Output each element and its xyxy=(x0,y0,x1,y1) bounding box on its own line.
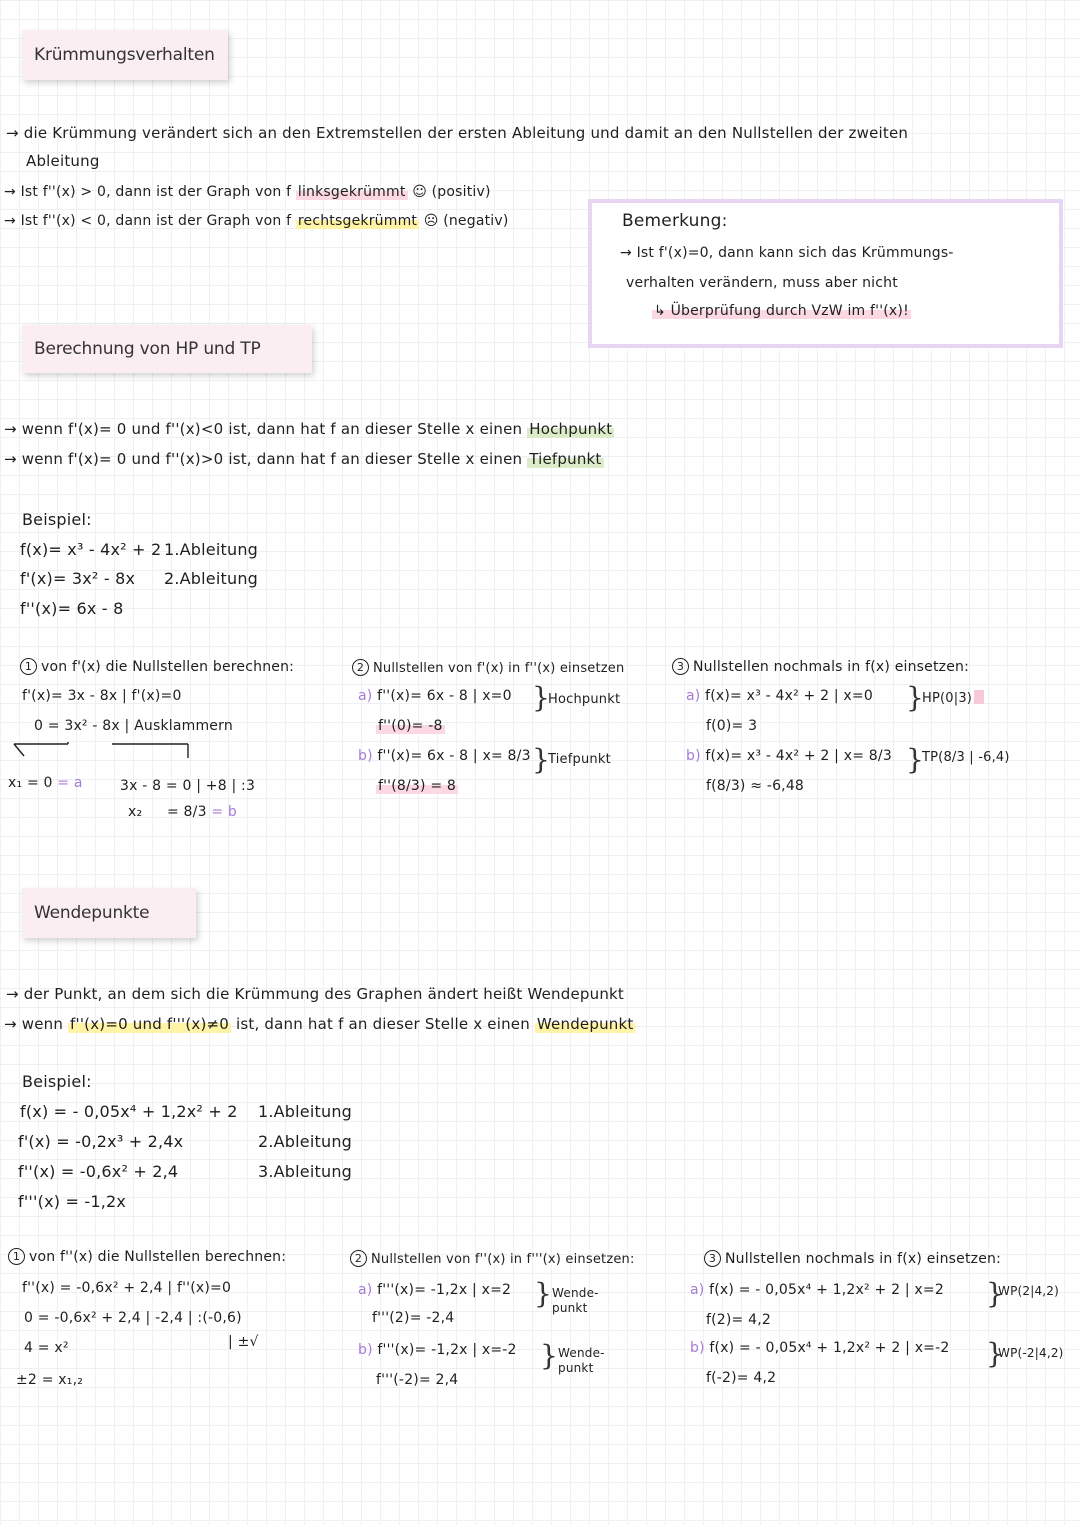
step-title-text: von f''(x) die Nullstellen berechnen: xyxy=(29,1249,287,1265)
case-label: b) xyxy=(358,1342,373,1358)
case-label: a) xyxy=(358,688,373,704)
example-line-1: f(x)= x³ - 4x² + 2 xyxy=(20,540,162,559)
step-3a-result: WP(2|4,2) xyxy=(998,1284,1060,1298)
step-3b-result: TP(8/3 | -6,4) xyxy=(922,750,1010,765)
rule-rechtsgekruemmt xyxy=(4,213,509,229)
step-2b-line-1 xyxy=(358,748,531,764)
brace-icon: } xyxy=(532,681,550,714)
brace-icon: } xyxy=(534,1277,552,1310)
step-2a-line-2 xyxy=(376,718,445,734)
step-1-line-4: ±2 = x₁,₂ xyxy=(16,1372,84,1388)
note-check-text: ↳ Überprüfung durch VzW im f''(x)! xyxy=(654,303,909,319)
step-1-line-2: 0 = 3x² - 8x | Ausklammern xyxy=(34,718,233,734)
step-1-line-2: 0 = -0,6x² + 2,4 | -2,4 | :(-0,6) xyxy=(24,1310,242,1326)
rule-text: → wenn f'(x)= 0 und f''(x)>0 ist, dann hat f an dieser Stelle x einen xyxy=(4,450,523,468)
example-title: Beispiel: xyxy=(22,510,92,529)
step-3a-line-2: f(2)= 4,2 xyxy=(706,1312,772,1328)
rule-tiefpunkt xyxy=(4,450,604,468)
x1-label: = a xyxy=(57,775,83,791)
step-number: 3 xyxy=(672,658,689,675)
rule-linksgekruemmt xyxy=(4,184,491,200)
step-2a-line-1 xyxy=(358,1282,511,1298)
kruemmung-line-1: → die Krümmung verändert sich an den Extremstellen der ersten Ableitung und damit an den Nullstellen der zweiten xyxy=(6,124,909,142)
brace-icon: } xyxy=(540,1339,558,1372)
step-title-text: Nullstellen nochmals in f(x) einsetzen: xyxy=(693,659,970,675)
example-note-3: 3.Ableitung xyxy=(258,1162,353,1181)
step-title-text: Nullstellen von f'(x) in f''(x) einsetzen xyxy=(373,661,625,676)
rule-text: → Ist f''(x) > 0, dann ist der Graph von f xyxy=(4,184,292,200)
note-line-2: verhalten verändern, muss aber nicht xyxy=(626,275,898,291)
step-3-title xyxy=(704,1250,1001,1267)
case-label: a) xyxy=(686,688,701,704)
step-2a-line-2: f'''(2)= -2,4 xyxy=(372,1310,455,1326)
rule-text: ist, dann hat f an dieser Stelle x einen xyxy=(236,1015,530,1033)
case-eq: f(x)= x³ - 4x² + 2 | x=0 xyxy=(705,688,873,704)
example-title: Beispiel: xyxy=(22,1072,92,1091)
step-title-text: Nullstellen von f''(x) in f'''(x) einsetzen: xyxy=(371,1252,635,1267)
example-line-4: f'''(x) = -1,2x xyxy=(18,1192,127,1211)
section-header-hp-tp xyxy=(22,325,312,373)
step-3a-line-2: f(0)= 3 xyxy=(706,718,758,734)
step-1-title xyxy=(8,1248,286,1265)
step-2b-line-2 xyxy=(376,778,458,794)
note-line-3 xyxy=(652,303,911,319)
example-note-1: 1.Ableitung xyxy=(258,1102,353,1121)
step-1-eq2: 3x - 8 = 0 | +8 | :3 xyxy=(120,778,256,794)
step-3a-line-1 xyxy=(690,1282,944,1298)
case-label: a) xyxy=(690,1282,705,1298)
case-label: b) xyxy=(358,748,373,764)
step-1-x2 xyxy=(128,804,237,820)
step-number: 1 xyxy=(20,658,37,675)
note-box-bemerkung xyxy=(588,199,1063,348)
step-1-line-3-op: | ±√ xyxy=(228,1334,259,1350)
step-1-line-1: f'(x)= 3x - 8x | f'(x)=0 xyxy=(22,688,182,704)
case-eq: f(x) = - 0,05x⁴ + 1,2x² + 2 | x=-2 xyxy=(709,1340,950,1356)
highlight-rechtsgekruemmt: rechtsgekrümmt xyxy=(297,213,418,229)
step-2a-result: Wende-punkt xyxy=(552,1286,599,1315)
step-3b-line-2: f(8/3) ≈ -6,48 xyxy=(706,778,805,794)
highlight-linksgekruemmt: linksgekrümmt xyxy=(297,184,406,200)
case-eq: f'''(x)= -1,2x | x=-2 xyxy=(377,1342,517,1358)
kruemmung-line-1b: Ableitung xyxy=(26,152,100,170)
example-line-3: f''(x)= 6x - 8 xyxy=(20,599,124,618)
case-result-value: f''(0)= -8 xyxy=(378,718,443,734)
case-label: b) xyxy=(686,748,701,764)
split-arrows xyxy=(8,738,208,762)
case-eq: f''(x)= 6x - 8 | x=0 xyxy=(377,688,512,704)
step-3a-result xyxy=(922,690,984,706)
x1-value: x₁ = 0 xyxy=(8,775,53,791)
step-3b-line-2: f(-2)= 4,2 xyxy=(706,1370,777,1386)
example-line-3: f''(x) = -0,6x² + 2,4 xyxy=(18,1162,179,1181)
step-3b-line-1 xyxy=(690,1340,949,1356)
step-3-title xyxy=(672,658,969,675)
step-title-text: Nullstellen nochmals in f(x) einsetzen: xyxy=(725,1251,1002,1267)
brace-icon: } xyxy=(906,743,924,776)
highlight-hochpunkt: Hochpunkt xyxy=(529,420,613,438)
rule-hochpunkt xyxy=(4,420,614,438)
rule-text: → wenn f'(x)= 0 und f''(x)<0 ist, dann hat f an dieser Stelle x einen xyxy=(4,420,523,438)
case-eq: f'''(x)= -1,2x | x=2 xyxy=(377,1282,512,1298)
x2-label: = b xyxy=(211,804,238,820)
case-result-value: f''(8/3) = 8 xyxy=(378,778,457,794)
step-2b-result: Tiefpunkt xyxy=(548,752,611,767)
header-title: Wendepunkte xyxy=(34,903,150,923)
rule-note: ☺ (positiv) xyxy=(412,184,491,200)
split-arrows-icon xyxy=(8,738,208,762)
brace-icon: } xyxy=(906,681,924,714)
step-2b-line-1 xyxy=(358,1342,517,1358)
case-eq: f(x)= x³ - 4x² + 2 | x= 8/3 xyxy=(705,748,892,764)
highlight-wendepunkt: Wendepunkt xyxy=(536,1015,634,1033)
case-eq: f(x) = - 0,05x⁴ + 1,2x² + 2 | x=2 xyxy=(709,1282,944,1298)
step-number: 3 xyxy=(704,1250,721,1267)
example-note-2: 2.Ableitung xyxy=(258,1132,353,1151)
section-header-wendepunkte xyxy=(22,888,196,938)
header-title: Berechnung von HP und TP xyxy=(34,339,261,359)
step-1-line-3: 4 = x² xyxy=(24,1340,69,1356)
case-label: b) xyxy=(690,1340,705,1356)
note-title: Bemerkung: xyxy=(622,211,728,231)
step-1-x1 xyxy=(8,775,83,791)
brace-icon: } xyxy=(986,1277,1004,1310)
step-3b-result: WP(-2|4,2) xyxy=(998,1346,1064,1360)
step-title-text: von f'(x) die Nullstellen berechnen: xyxy=(41,659,295,675)
step-2b-result: Wende-punkt xyxy=(558,1346,605,1375)
note-line-1: → Ist f'(x)=0, dann kann sich das Krümmungs- xyxy=(620,245,954,261)
highlight-mark xyxy=(974,690,984,704)
x2-value: = 8/3 xyxy=(166,804,207,820)
step-2a-line-1 xyxy=(358,688,512,704)
step-3b-line-1 xyxy=(686,748,892,764)
step-number: 1 xyxy=(8,1248,25,1265)
example-line-2: f'(x)= 3x² - 8x xyxy=(20,569,136,588)
rule-text: → Ist f''(x) < 0, dann ist der Graph von f xyxy=(4,213,292,229)
section-header-kruemmung xyxy=(22,30,228,80)
case-label: a) xyxy=(358,1282,373,1298)
step-3a-line-1 xyxy=(686,688,873,704)
rule-text: → wenn xyxy=(4,1015,64,1033)
x2-name: x₂ xyxy=(128,804,143,820)
step-2a-result: Hochpunkt xyxy=(548,692,621,707)
brace-icon: } xyxy=(986,1337,1004,1370)
example-line-2: f'(x) = -0,2x³ + 2,4x xyxy=(18,1132,184,1151)
brace-icon: } xyxy=(532,743,550,776)
step-number: 2 xyxy=(352,659,369,676)
step-number: 2 xyxy=(350,1250,367,1267)
example-note-2: 2.Ableitung xyxy=(164,569,259,588)
step-1-line-1: f''(x) = -0,6x² + 2,4 | f''(x)=0 xyxy=(22,1280,232,1296)
example-line-1: f(x) = - 0,05x⁴ + 1,2x² + 2 xyxy=(20,1102,238,1121)
case-eq: f''(x)= 6x - 8 | x= 8/3 xyxy=(377,748,531,764)
rule-note: ☹ (negativ) xyxy=(423,213,509,229)
point-result: HP(0|3) xyxy=(922,691,973,706)
wende-rule-1: → der Punkt, an dem sich die Krümmung des Graphen ändert heißt Wendepunkt xyxy=(6,985,624,1003)
highlight-condition: f''(x)=0 und f'''(x)≠0 xyxy=(70,1015,230,1033)
step-2-title xyxy=(352,659,624,676)
highlight-tiefpunkt: Tiefpunkt xyxy=(529,450,602,468)
step-1-title xyxy=(20,658,294,675)
step-2b-line-2: f'''(-2)= 2,4 xyxy=(376,1372,459,1388)
header-title: Krümmungsverhalten xyxy=(34,45,215,65)
example-note-1: 1.Ableitung xyxy=(164,540,259,559)
wende-rule-2 xyxy=(4,1015,635,1033)
step-2-title xyxy=(350,1250,635,1267)
